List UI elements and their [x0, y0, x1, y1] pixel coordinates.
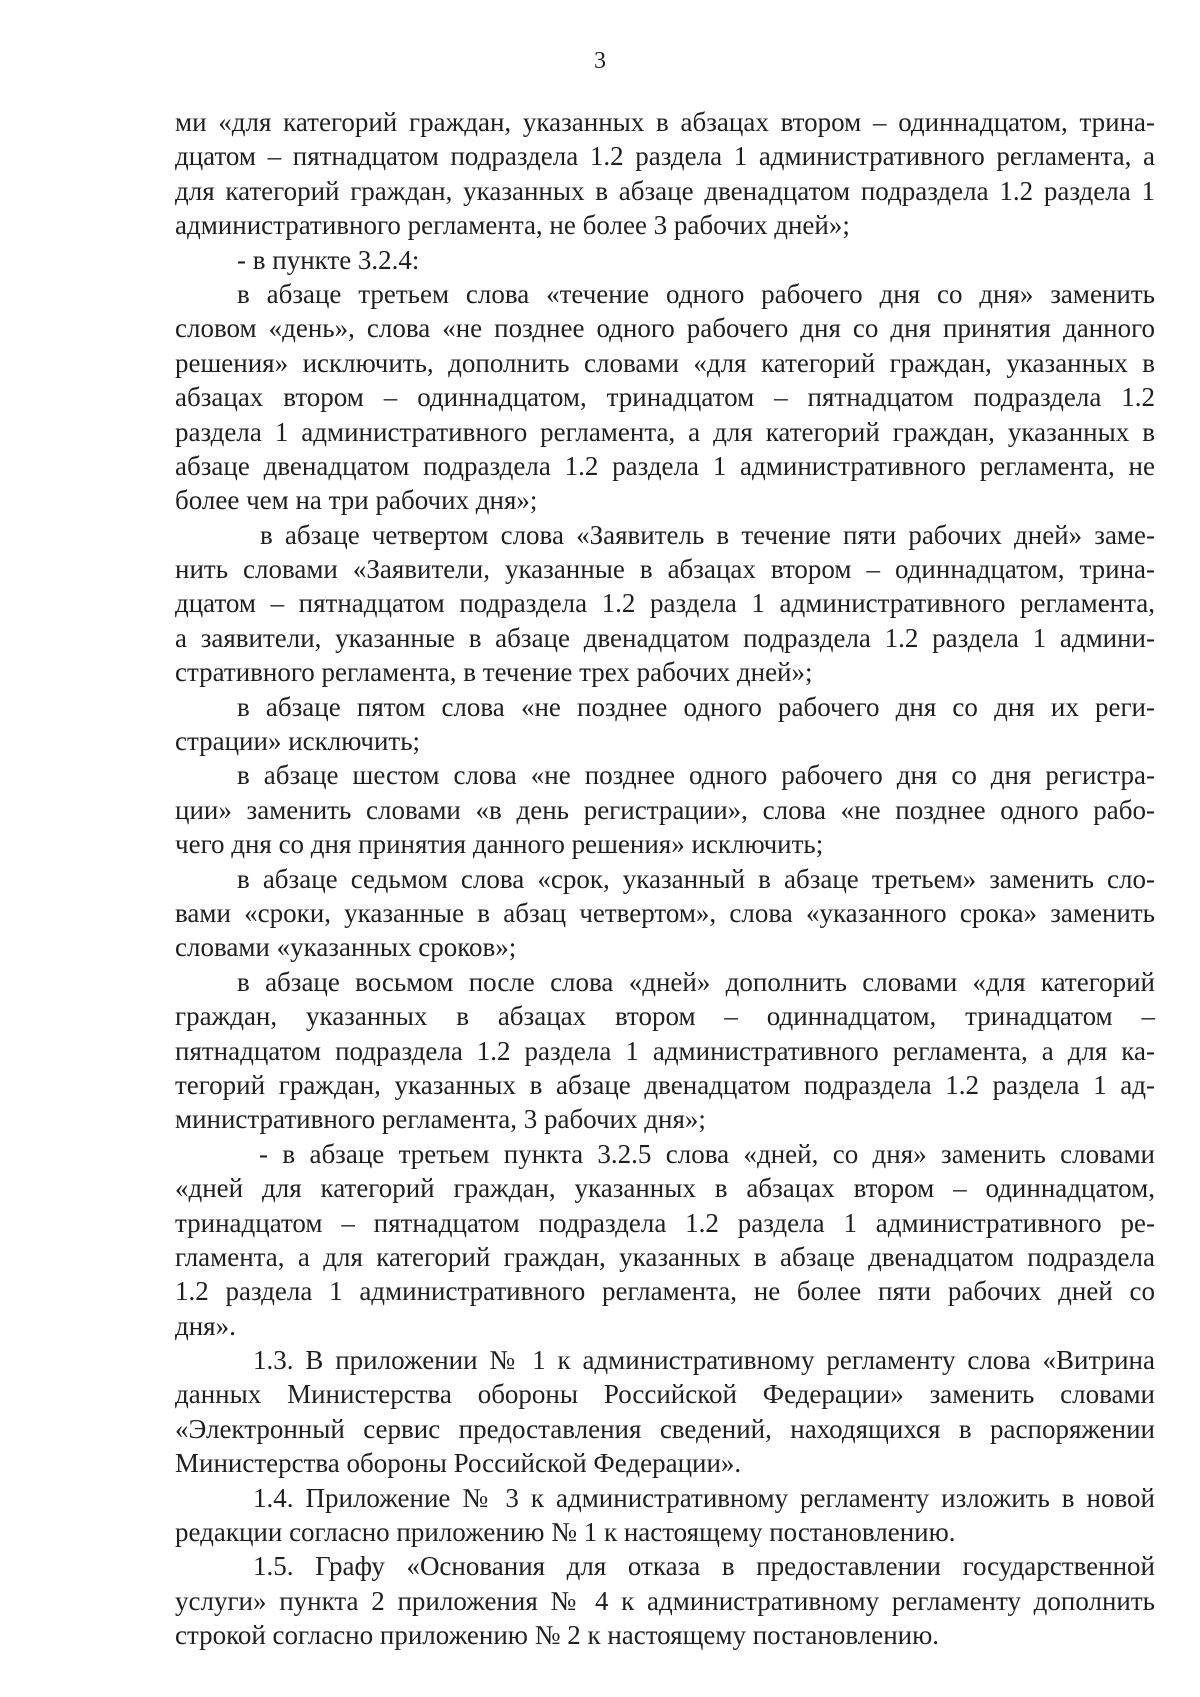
- text-line: административного регламента, не более 3 рабочих дней»;: [175, 210, 850, 241]
- text-line: в абзаце пятом слова «не позднее одного рабочего дня со дня их реги-: [237, 691, 1155, 722]
- text-line: раздела 1 административного регламента, а для категорий граждан, указанных в: [175, 416, 1155, 447]
- text-line: «дней для категорий граждан, указанных в абзацах втором – одиннадцатом,: [175, 1173, 1155, 1204]
- text-line: ции» заменить словами «в день регистрации», слова «не позднее одного рабо-: [175, 794, 1155, 825]
- text-line: тегорий граждан, указанных в абзаце двенадцатом подраздела 1.2 раздела 1 ад-: [175, 1069, 1155, 1100]
- text-line: словом «день», слова «не позднее одного рабочего дня со дня принятия данного: [175, 313, 1155, 344]
- text-line: стративного регламента, в течение трех рабочих дней»;: [175, 657, 813, 688]
- text-line: ми «для категорий граждан, указанных в абзацах втором – одиннадцатом, трина-: [175, 107, 1155, 137]
- text-line: в абзаце шестом слова «не позднее одного рабочего дня со дня регистра-: [237, 760, 1155, 791]
- text-line: абзаце двенадцатом подраздела 1.2 раздела 1 административного регламента, не: [175, 450, 1155, 481]
- text-line: «Электронный сервис предоставления сведений, находящихся в распоряжении: [175, 1413, 1155, 1444]
- text-line: данных Министерства обороны Российской Федерации» заменить словами: [175, 1379, 1155, 1410]
- text-line: - в абзаце третьем пункта 3.2.5 слова «дней, со дня» заменить словами: [259, 1138, 1155, 1169]
- text-line: - в пункте 3.2.4:: [237, 244, 420, 275]
- text-line: решения» исключить, дополнить словами «для категорий граждан, указанных в: [175, 347, 1155, 378]
- text-line: 1.2 раздела 1 административного регламента, не более пяти рабочих дней со: [175, 1276, 1155, 1307]
- text-line: в абзаце четвертом слова «Заявитель в течение пяти рабочих дней» заме-: [260, 519, 1155, 550]
- text-line: услуги» пункта 2 приложения № 4 к административному регламенту дополнить: [175, 1585, 1155, 1616]
- text-line: в абзаце восьмом после слова «дней» дополнить словами «для категорий: [237, 966, 1155, 997]
- text-line: строкой согласно приложению № 2 к настоящему постановлению.: [175, 1620, 940, 1651]
- text-line: вами «сроки, указанные в абзац четвертом», слова «указанного срока» заменить: [175, 897, 1155, 928]
- text-line: дцатом – пятнадцатом подраздела 1.2 раздела 1 административного регламента, а: [175, 141, 1155, 172]
- text-line: гламента, а для категорий граждан, указанных в абзаце двенадцатом подраздела: [175, 1241, 1155, 1272]
- text-line: в абзаце третьем слова «течение одного рабочего дня со дня» заменить: [237, 278, 1155, 309]
- text-line: нить словами «Заявители, указанные в абзацах втором – одиннадцатом, трина-: [175, 554, 1155, 585]
- text-line: более чем на три рабочих дня»;: [175, 485, 538, 516]
- text-line: абзацах втором – одиннадцатом, тринадцатом – пятнадцатом подраздела 1.2: [175, 382, 1155, 413]
- text-line: тринадцатом – пятнадцатом подраздела 1.2 раздела 1 административного ре-: [175, 1207, 1155, 1238]
- text-line: граждан, указанных в абзацах втором – одиннадцатом, тринадцатом –: [175, 1001, 1155, 1032]
- text-line: а заявители, указанные в абзаце двенадцатом подраздела 1.2 раздела 1 админи-: [175, 622, 1155, 653]
- text-line: в абзаце седьмом слова «срок, указанный в абзаце третьем» заменить сло-: [237, 863, 1155, 894]
- text-line: Министерства обороны Российской Федерации».: [175, 1448, 742, 1479]
- text-line: 1.4. Приложение № 3 к административному регламенту изложить в новой: [253, 1482, 1155, 1513]
- text-line: для категорий граждан, указанных в абзаце двенадцатом подраздела 1.2 раздела 1: [175, 175, 1155, 206]
- text-line: страции» исключить;: [175, 726, 421, 757]
- text-line: 1.3. В приложении № 1 к административному регламенту слова «Витрина: [253, 1345, 1155, 1376]
- page-number: 3: [594, 48, 606, 74]
- text-line: дцатом – пятнадцатом подраздела 1.2 раздела 1 административного регламента,: [175, 588, 1155, 619]
- text-line: дня».: [175, 1310, 236, 1341]
- text-line: 1.5. Графу «Основания для отказа в предоставлении государственной: [253, 1551, 1155, 1582]
- text-line: редакции согласно приложению № 1 к настоящему постановлению.: [175, 1517, 956, 1548]
- document-body: [175, 105, 1155, 1653]
- text-line: пятнадцатом подраздела 1.2 раздела 1 административного регламента, а для ка-: [175, 1035, 1155, 1066]
- text-line: чего дня со дня принятия данного решения» исключить;: [175, 829, 824, 860]
- text-line: министративного регламента, 3 рабочих дня»;: [175, 1104, 706, 1135]
- text-line: словами «указанных сроков»;: [175, 932, 517, 963]
